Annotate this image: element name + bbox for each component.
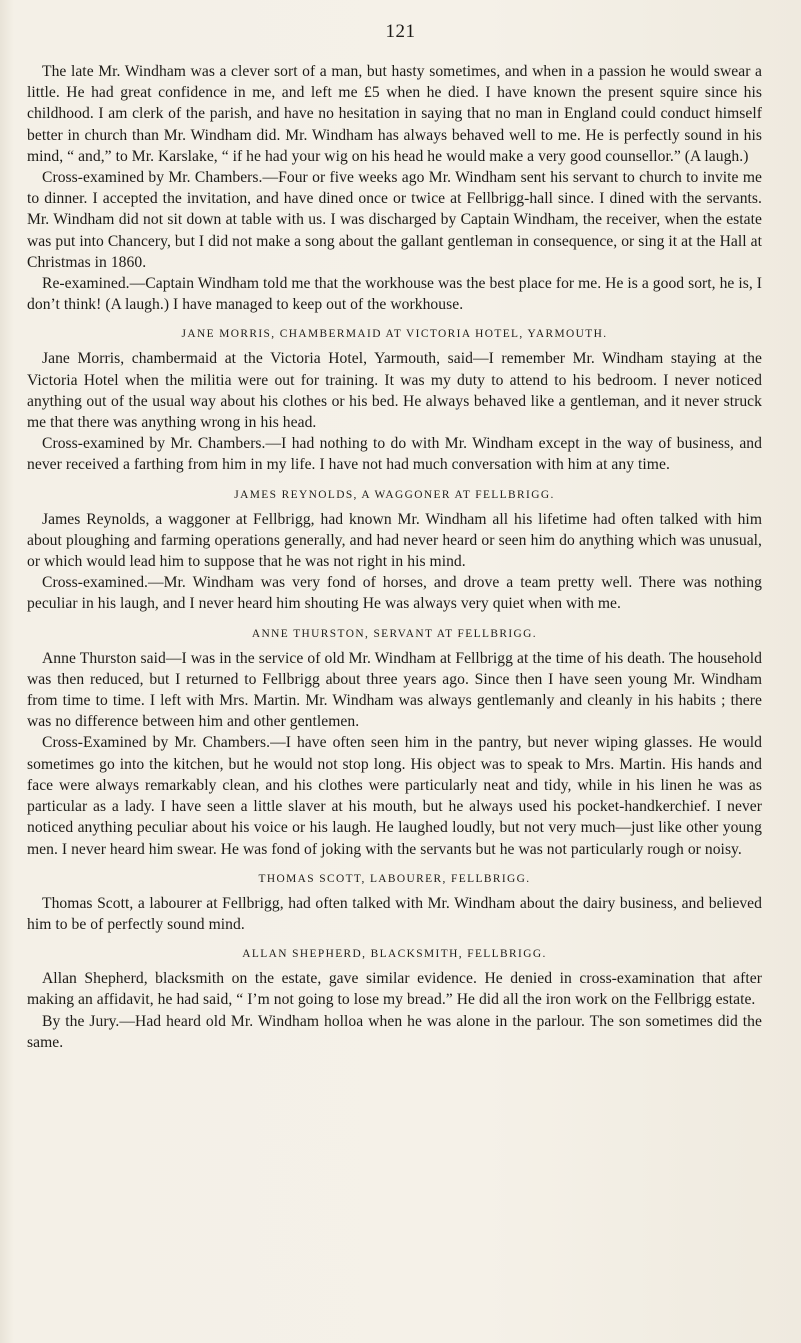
page-number: 121	[385, 21, 416, 42]
section-anne-thurston	[27, 627, 762, 860]
section-jane-morris	[27, 327, 762, 475]
paragraph: By the Jury.—Had heard old Mr. Windham holloa when he was alone in the parlour. The son sometimes did the same.	[27, 1012, 762, 1051]
document-body	[27, 61, 762, 1053]
paragraph: Thomas Scott, a labourer at Fellbrigg, had often talked with Mr. Windham about the dairy business, and believed him to be of perfectly sound mind.	[27, 894, 762, 933]
section-heading: THOMAS SCOTT, LABOURER, FELLBRIGG.	[258, 872, 531, 885]
paragraph: Jane Morris, chambermaid at the Victoria Hotel, Yarmouth, said—I remember Mr. Windham staying at the Victoria Hotel when the militia were out for training. It was my duty to attend to his bedroom. I never noticed anything out of the usual way about his clothes or his bed. He always behaved like a gentleman, and it never struck me that there was anything wrong in his head.	[27, 350, 762, 432]
section-thomas-scott	[27, 872, 762, 935]
section-opening-testimony	[27, 61, 762, 315]
paragraph: The late Mr. Windham was a clever sort of a man, but hasty sometimes, and when in a passion he would swear a little. He had great confidence in me, and left me £5 when he died. I have known the present squire since his childhood. I am clerk of the parish, and have no hesitation in saying that no man in England could conduct himself better in church than Mr. Windham did. Mr. Windham has always behaved well to me. He is perfectly sound in his mind, “ and,” to Mr. Karslake, “ if he had your wig on his head he would make a very good counsellor.” (A laugh.)	[27, 63, 762, 165]
section-heading: JANE MORRIS, CHAMBERMAID AT VICTORIA HOTEL, YARMOUTH.	[181, 328, 608, 341]
section-james-reynolds	[27, 488, 762, 615]
section-heading: ANNE THURSTON, SERVANT AT FELLBRIGG.	[251, 627, 538, 640]
section-allan-shepherd	[27, 947, 762, 1053]
paragraph: Cross-examined.—Mr. Windham was very fond of horses, and drove a team pretty well. There was nothing peculiar in his laugh, and I never heard him shouting He was always very quiet when with me.	[27, 574, 762, 613]
paragraph: Anne Thurston said—I was in the service of old Mr. Windham at Fellbrigg at the time of his death. The household was then reduced, but I returned to Fellbrigg about three years ago. Since then I have seen young Mr. Windham from time to time. I left with Mrs. Martin. Mr. Windham was always gentlemanly and cleanly in his habits ; there was no difference between him and other gentlemen.	[27, 649, 762, 731]
paragraph: Cross-examined by Mr. Chambers.—Four or five weeks ago Mr. Windham sent his servant to church to invite me to dinner. I accepted the invitation, and have dined once or twice at Fellbrigg-hall since. I dined with the servants. Mr. Windham did not sit down at table with us. I was discharged by Captain Windham, the receiver, when the estate was put into Chancery, but I did not make a song about the gallant gentleman in consequence, or sing it at the Hall at Christmas in 1860.	[27, 169, 762, 271]
section-heading: JAMES REYNOLDS, A WAGGONER AT FELLBRIGG.	[234, 488, 555, 501]
section-heading: ALLAN SHEPHERD, BLACKSMITH, FELLBRIGG.	[242, 948, 547, 961]
paragraph: Allan Shepherd, blacksmith on the estate, gave similar evidence. He denied in cross-examination that after making an affidavit, he had said, “ I’m not going to lose my bread.” He did all the iron work on the Fellbrigg estate.	[27, 970, 762, 1009]
paragraph: Cross-examined by Mr. Chambers.—I had nothing to do with Mr. Windham except in the way of business, and never received a farthing from him in my life. I have not had much conversation with him at any time.	[27, 435, 762, 474]
paragraph: Cross-Examined by Mr. Chambers.—I have often seen him in the pantry, but never wiping glasses. He would sometimes go into the kitchen, but he would not stop long. His object was to speak to Mrs. Martin. His hands and face were always remarkably clean, and his clothes were particularly neat and tidy, while in his linen he was as particular as a lady. I have seen a little slaver at his mouth, but he always used his pocket-handkerchief. I never noticed anything peculiar about his voice or his laugh. He laughed loudly, but not very much—just like other young men. I never heard him swear. He was fond of joking with the servants but he was not particularly rough or noisy.	[27, 734, 762, 858]
paragraph: Re-examined.—Captain Windham told me that the workhouse was the best place for me. He is a good sort, he is, I don’t think! (A laugh.) I have managed to keep out of the workhouse.	[27, 275, 762, 314]
paragraph: James Reynolds, a waggoner at Fellbrigg, had known Mr. Windham all his lifetime had often talked with him about ploughing and farming operations generally, and had never heard or seen him do anything which was unusual, or which would lead him to suppose that he was not right in his mind.	[27, 510, 762, 571]
